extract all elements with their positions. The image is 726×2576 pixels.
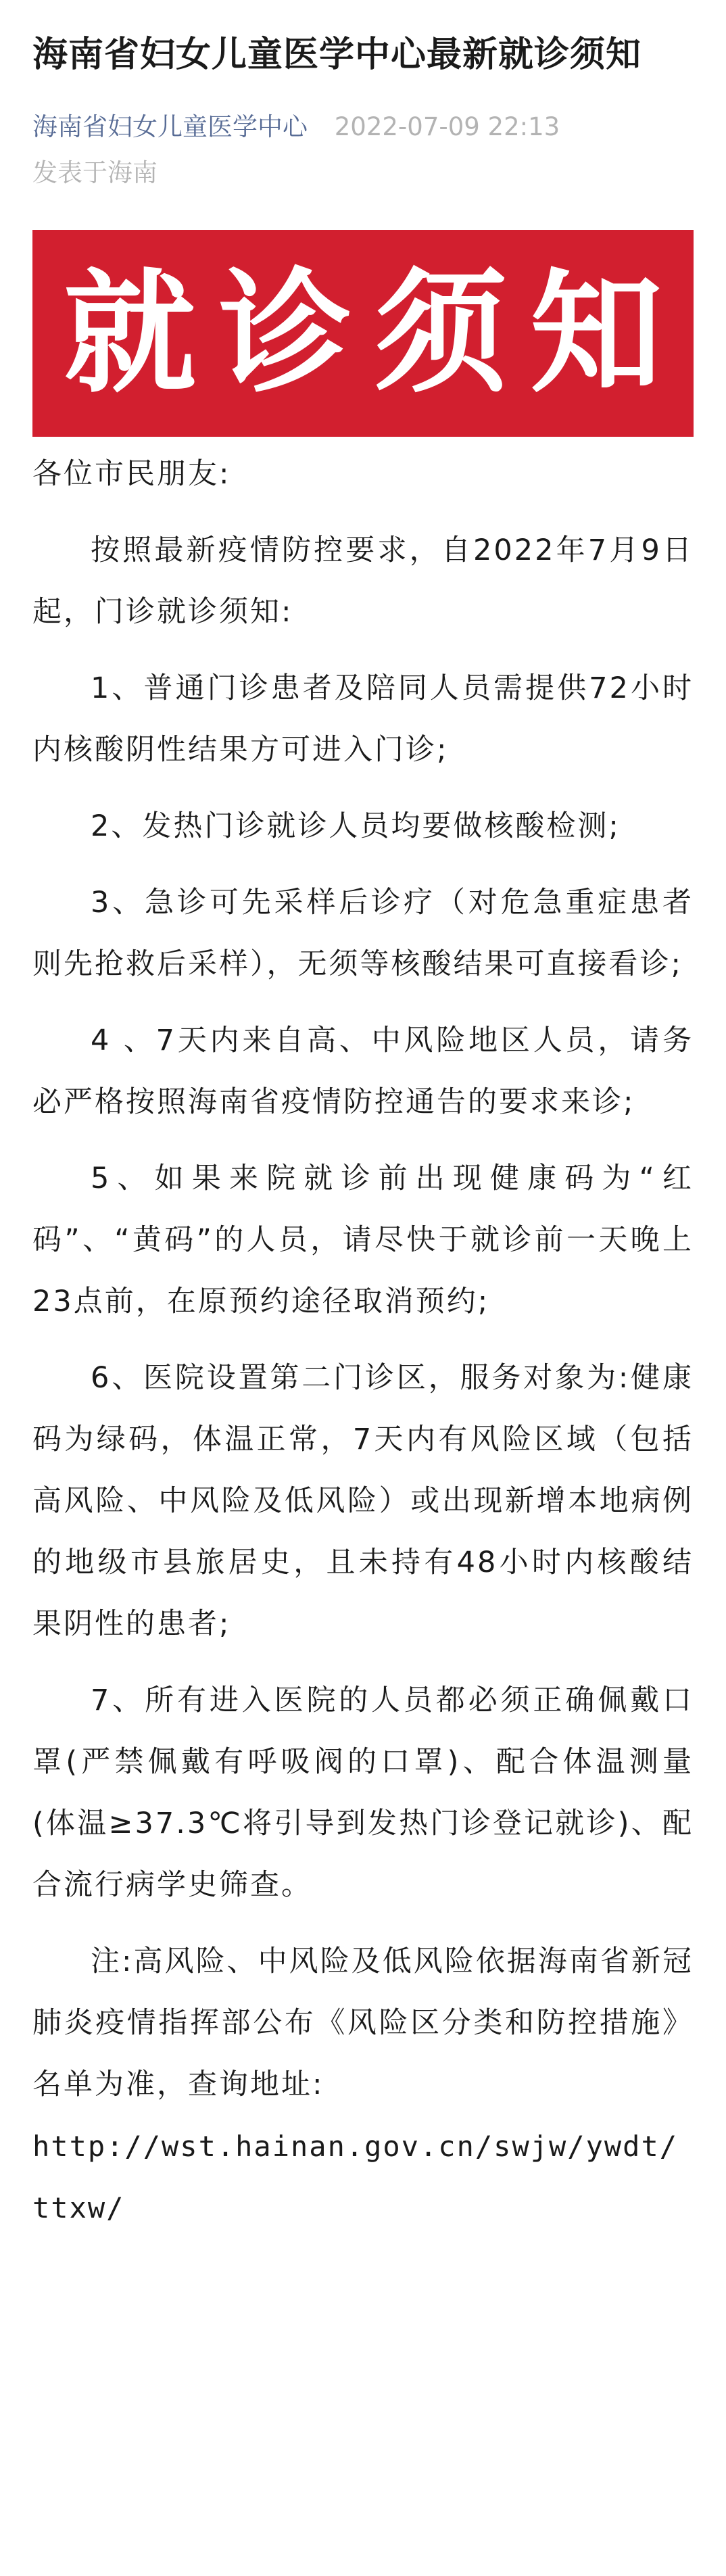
paragraph-item-7: 7、所有进入医院的人员都必须正确佩戴口罩(严禁佩戴有呼吸阀的口罩)、配合体温测量(体温≥37.3℃将引导到发热门诊登记就诊)、配合流行病学史筛查。 <box>32 1684 694 1902</box>
query-url: http://wst.hainan.gov.cn/swjw/ywdt/ttxw/ <box>32 2130 679 2224</box>
paragraph-item-2: 2、发热门诊就诊人员均要做核酸检测; <box>91 809 621 843</box>
paragraph-note: 注:高风险、中风险及低风险依据海南省新冠肺炎疫情指挥部公布《风险区分类和防控措施》名单为准，查询地址: <box>32 1945 694 2101</box>
paragraph-item-6: 6、医院设置第二门诊区，服务对象为:健康码为绿码，体温正常，7天内有风险区域（包括高风险、中风险及低风险）或出现新增本地病例的地级市县旅居史，且未持有48小时内核酸结果阴性的患者; <box>32 1361 694 1641</box>
account-name-link[interactable]: 海南省妇女儿童医学中心 <box>32 112 308 141</box>
publish-time: 2022-07-09 22:13 <box>334 112 560 141</box>
paragraph-item-5: 5、如果来院就诊前出现健康码为“红码”、“黄码”的人员，请尽快于就诊前一天晚上23点前，在原预约途径取消预约; <box>32 1162 694 1318</box>
paragraph-item-4: 4 、7天内来自高、中风险地区人员，请务必严格按照海南省疫情防控通告的要求来诊; <box>32 1024 694 1119</box>
publish-location: 发表于海南 <box>32 158 158 187</box>
paragraph-intro: 按照最新疫情防控要求，自2022年7月9日起，门诊就诊须知: <box>32 533 694 629</box>
paragraph-item-1: 1、普通门诊患者及陪同人员需提供72小时内核酸阴性结果方可进入门诊; <box>32 671 694 767</box>
article-title: 海南省妇女儿童医学中心最新就诊须知 <box>32 34 642 75</box>
banner-title: 就诊须知 <box>63 256 685 411</box>
notice-banner-image <box>32 230 694 437</box>
paragraph-item-3: 3、急诊可先采样后诊疗（对危急重症患者则先抢救后采样），无须等核酸结果可直接看诊; <box>32 886 694 981</box>
greeting: 各位市民朋友: <box>32 457 231 491</box>
article-meta <box>32 108 694 146</box>
article-body <box>32 444 694 2239</box>
